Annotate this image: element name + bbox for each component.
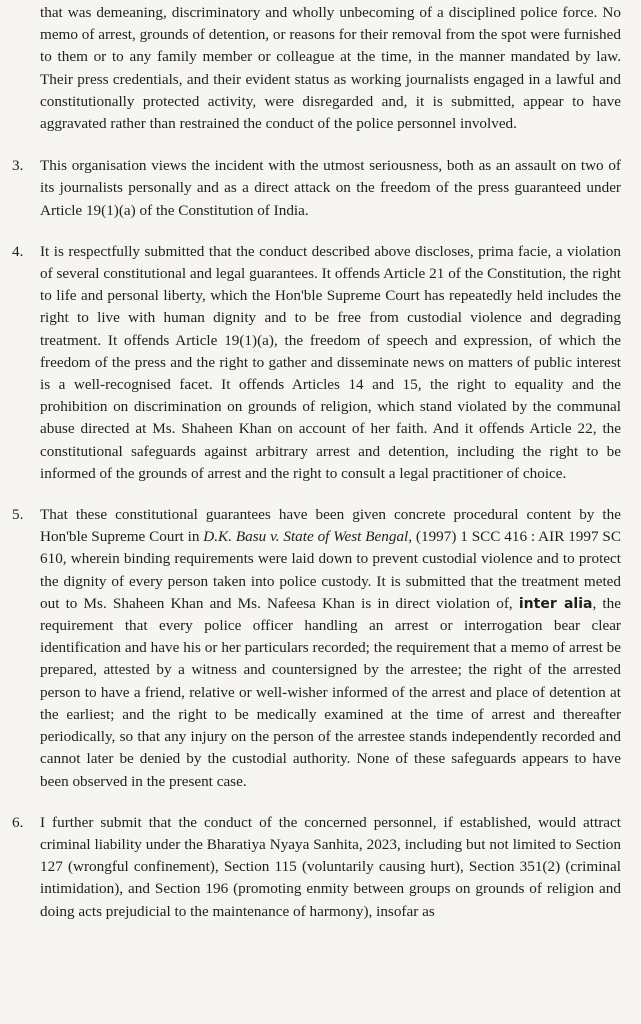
paragraph-number: 5. xyxy=(12,506,24,524)
inter-alia-term: inter alia xyxy=(518,595,593,612)
paragraph-4 xyxy=(10,241,621,485)
paragraph-6 xyxy=(10,812,621,923)
paragraph-2-continuation: that was demeaning, discriminatory and wholly unbecoming of a disciplined police force. No memo of arrest, grounds of detention, or reasons for their removal from the spot were furnished to them or to any family member or colleague at the time, in the manner mandated by law. Their press credentials, and their evident status as working journalists engaged in a lawful and constitutionally protected activity, were disregarded and, it is submitted, appear to have aggravated rather than restrained the conduct of the police personnel involved. xyxy=(40,4,621,133)
text-segment: , (1997) 1 SCC 416 : AIR 1997 SC 610, wherein binding requirements were laid down to prevent custodial violence and to protect the dignity of every person taken into police custody. It is submitted that the treatment meted out to Ms. Shaheen Khan and Ms. Nafeesa Khan is in direct violation of, xyxy=(40,528,622,612)
paragraph-number: 6. xyxy=(12,813,24,831)
paragraph-3 xyxy=(10,155,621,222)
paragraph-5 xyxy=(10,504,621,793)
paragraph-text: I further submit that the conduct of the concerned personnel, if established, would attract criminal liability under the Bharatiya Nyaya Sanhita, 2023, including but not limited to Section 127 (wrongful confinement), Section 115 (voluntarily causing hurt), Section 351(2) (criminal intimidation), and Section 196 (promoting enmity between groups on grounds of religion and doing acts prejudicial to the maintenance of harmony), insofar as xyxy=(40,813,621,920)
text-segment: That these constitutional guarantees have been given concrete procedural content by the Hon'ble Supreme Court in xyxy=(40,506,621,546)
text-segment: , the requirement that every police officer handling an arrest or interrogation bear clear identification and have his or her particulars recorded; the requirement that a memo of arrest be prepared, attested by a witness and countersigned by the arrestee; the right of the arrested person to have a friend, relative or well-wisher informed of the arrest and place of detention at the earliest; and the right to be medically examined at the time of arrest and thereafter periodically, so that any injury on the person of the arrestee stands independently recorded and cannot later be denied by the custodial authority. None of these safeguards appears to have been observed in the present case. xyxy=(40,594,621,790)
paragraph-text xyxy=(40,504,621,793)
paragraph-number: 3. xyxy=(12,157,24,175)
paragraph-number: 4. xyxy=(12,242,24,260)
paragraph-text: It is respectfully submitted that the conduct described above discloses, prima facie, a violation of several constitutional and legal guarantees. It offends Article 21 of the Constitution, the right to life and personal liberty, which the Hon'ble Supreme Court has repeatedly held includes the right to live with human dignity and to be free from custodial violence and degrading treatment. It offends Article 19(1)(a), the freedom of speech and expression, of which the freedom of the press and the right to gather and disseminate news on matters of public interest is a well-recognised facet. It offends Articles 14 and 15, the right to equality and the prohibition on discrimination on grounds of religion, which stand violated by the communal abuse directed at Ms. Shaheen Khan on account of her faith. And it offends Article 22, the constitutional safeguards against arbitrary arrest and detention, including the right to be informed of the grounds of arrest and the right to consult a legal practitioner of choice. xyxy=(40,242,621,482)
paragraph-text: This organisation views the incident with the utmost seriousness, both as an assault on two of its journalists personally and as a direct attack on the freedom of the press guaranteed under Article 19(1)(a) of the Constitution of India. xyxy=(40,157,621,219)
case-citation: D.K. Basu v. State of West Bengal xyxy=(203,528,409,546)
